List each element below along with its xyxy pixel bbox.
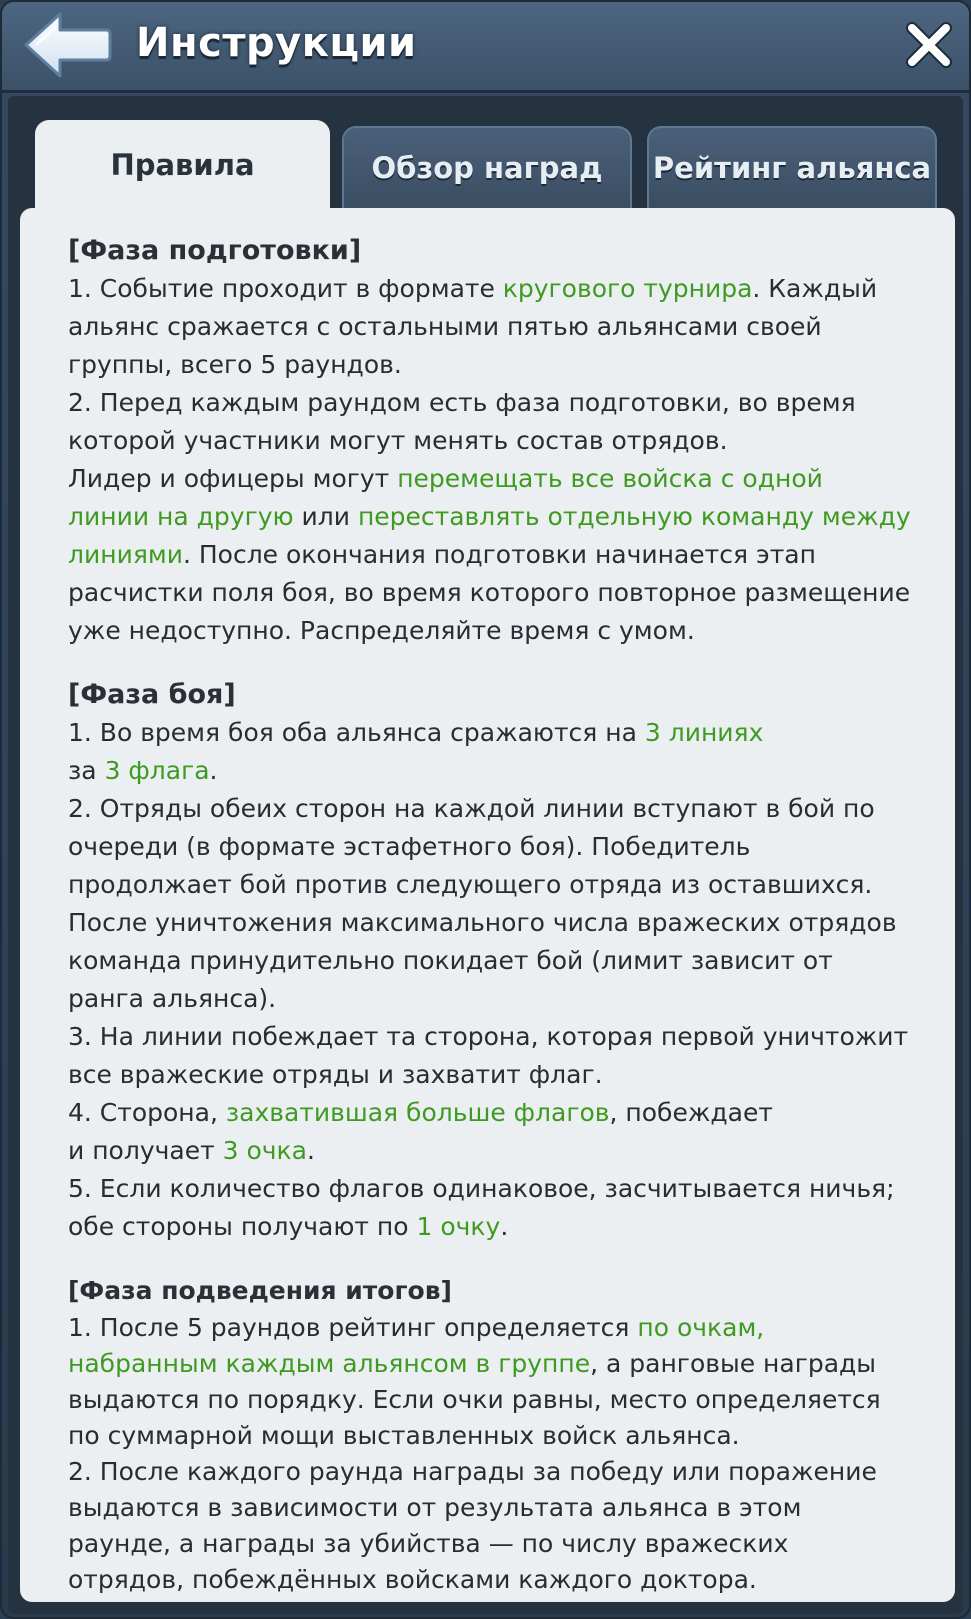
text: Лидер и офицеры могут <box>68 464 398 493</box>
rules-content <box>20 208 955 1602</box>
text: 1. Во время боя оба альянса сражаются на <box>68 718 645 747</box>
text: 5. Если количество флагов одинаковое, засчитывается ничья; обе стороны получают по <box>68 1174 895 1241</box>
highlight-text: перемещать все войска с одной линии на другую <box>68 464 823 531</box>
highlight-text: переставлять отдельную команду между линиями <box>68 502 911 569</box>
highlight-text: по очкам, набранным каждым альянсом в группе <box>68 1313 765 1378</box>
rule-paragraph <box>68 714 911 790</box>
text: . <box>209 756 218 785</box>
section-results <box>68 1272 911 1598</box>
text: и получает <box>68 1136 223 1165</box>
tab-rewards-overview[interactable]: Обзор наград <box>342 126 632 208</box>
text: , а ранговые награды выдаются по порядку. Если очки равны, место определяется по суммарной мощи выставленных войск альянса. <box>68 1349 881 1450</box>
highlight-text: 3 линиях <box>644 718 764 747</box>
highlight-text: кругового турнира <box>502 274 753 303</box>
close-button[interactable] <box>904 20 954 70</box>
highlight-text: 3 очка <box>222 1136 307 1165</box>
section-preparation <box>68 232 911 650</box>
text: . <box>306 1136 315 1165</box>
rule-paragraph <box>68 1170 911 1246</box>
highlight-text: 1 очку <box>416 1212 501 1241</box>
rule-paragraph <box>68 1310 911 1454</box>
text: . После окончания подготовки начинается этап расчистки поля боя, во время которого повторное размещение уже недоступно. Распределяйте время с умом. <box>68 540 911 645</box>
rule-paragraph: 3. На линии побеждает та сторона, которая первой уничтожит все вражеские отряды и захватит флаг. <box>68 1022 909 1089</box>
tab-rules[interactable]: Правила <box>35 120 330 210</box>
rule-paragraph <box>68 270 911 384</box>
section-title: [Фаза подведения итогов] <box>68 1276 452 1305</box>
text: , побеждает <box>609 1098 773 1127</box>
highlight-text: захватившая больше флагов <box>225 1098 610 1127</box>
header-bar <box>2 2 969 93</box>
text: за <box>68 756 105 785</box>
rule-paragraph: 2. Перед каждым раундом есть фаза подготовки, во время которой участники могут менять состав отрядов. <box>68 388 856 455</box>
text: 4. Сторона, <box>68 1098 226 1127</box>
rule-paragraph <box>68 460 911 650</box>
text: . Каждый альянс сражается с остальными пятью альянсами своей группы, всего 5 раундов. <box>68 274 878 379</box>
text: 1. После 5 раундов рейтинг определяется <box>68 1313 638 1342</box>
section-title: [Фаза боя] <box>68 679 236 710</box>
section-title: [Фаза подготовки] <box>68 235 362 266</box>
back-arrow-icon <box>22 10 112 80</box>
back-button[interactable] <box>22 10 112 80</box>
highlight-text: 3 флага <box>104 756 210 785</box>
rule-paragraph: 2. После каждого раунда награды за победу или поражение выдаются в зависимости от результата альянса в этом раунде, а награды за убийства — по числу вражеских отрядов, побеждённых войсками каждого доктора. <box>68 1457 877 1594</box>
text: 1. Событие проходит в формате <box>68 274 503 303</box>
rule-paragraph: 2. Отряды обеих сторон на каждой линии вступают в бой по очереди (в формате эстафетного боя). Победитель продолжает бой против следующего отряда из оставшихся. После уничтожения максимального числа вражеских отрядов команда принудительно покидает бой (лимит зависит от ранга альянса). <box>68 794 897 1013</box>
page-title: Инструкции <box>136 20 417 66</box>
rule-paragraph <box>68 1094 911 1170</box>
text: или <box>293 502 358 531</box>
tab-alliance-ranking[interactable]: Рейтинг альянса <box>647 126 937 208</box>
section-battle <box>68 676 911 1246</box>
close-icon <box>904 20 954 70</box>
text: . <box>500 1212 509 1241</box>
